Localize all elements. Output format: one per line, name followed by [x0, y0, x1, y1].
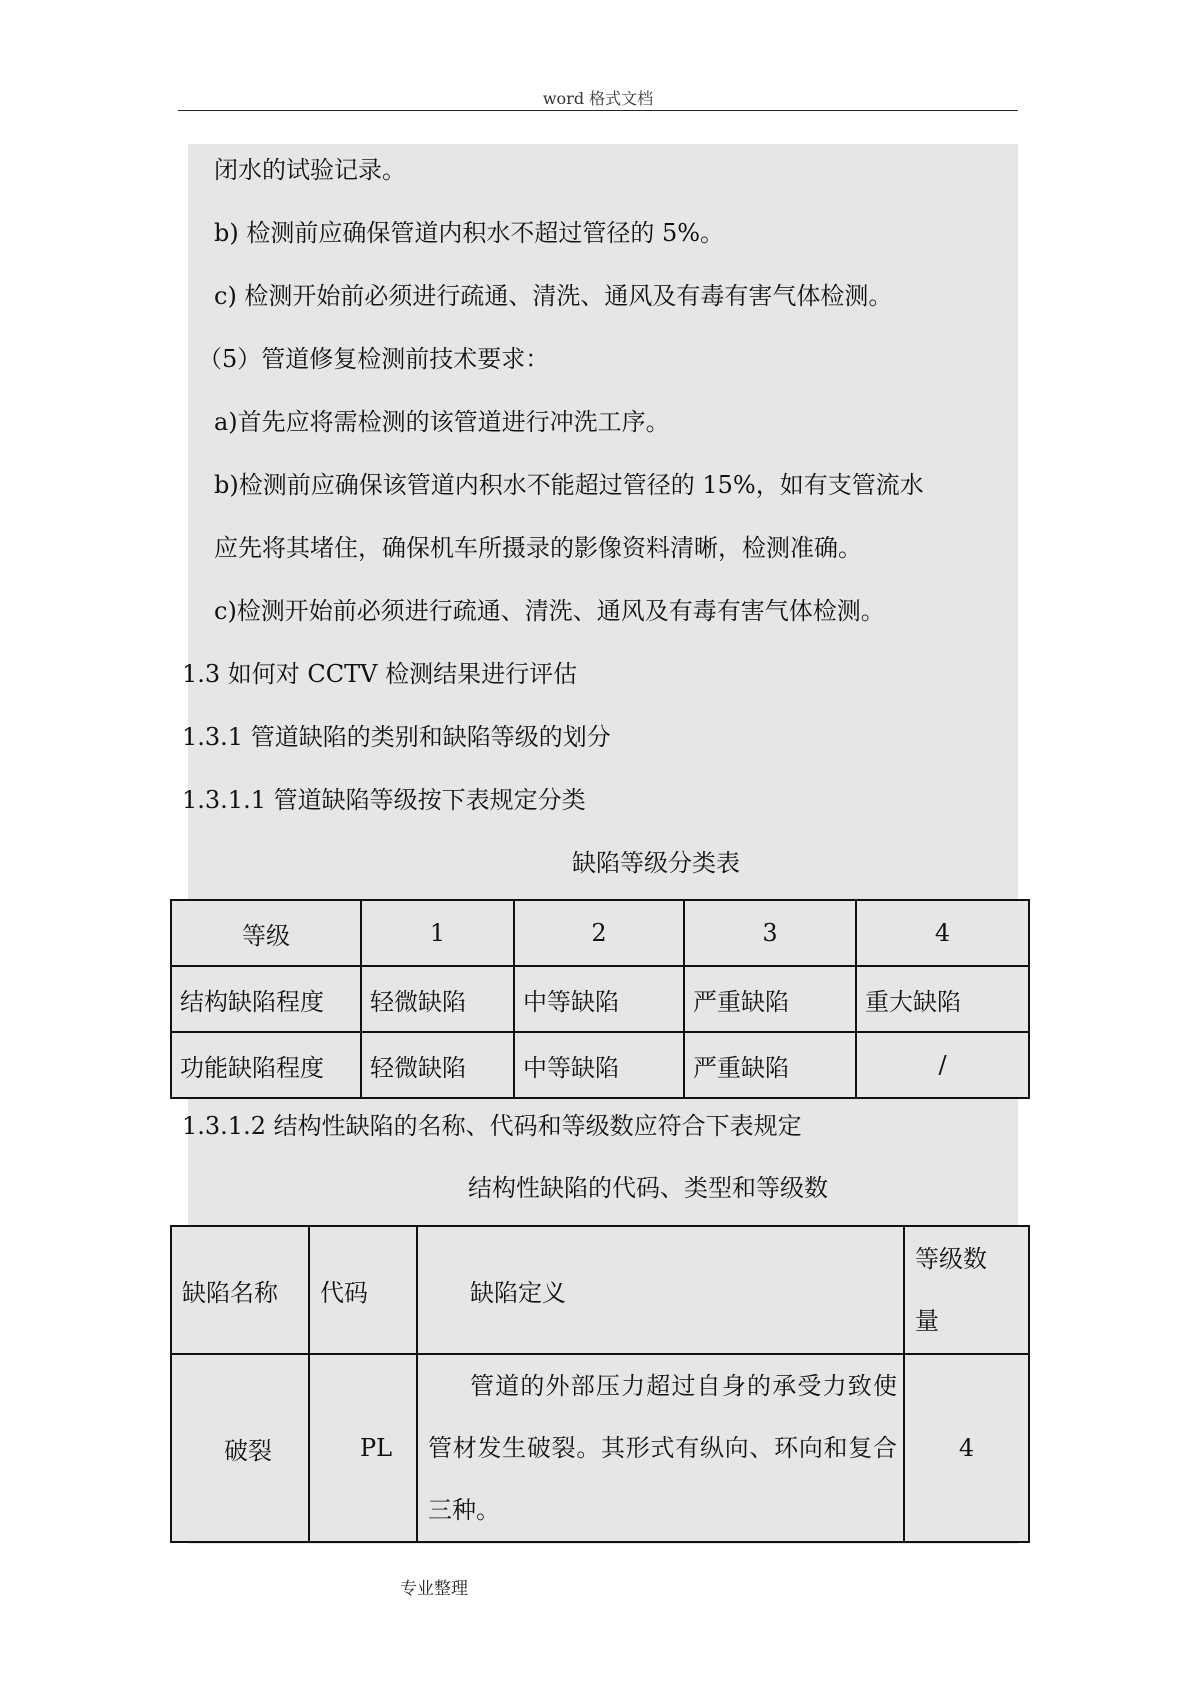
table-cell: PL: [309, 1354, 417, 1542]
table-cell: 等级: [171, 900, 361, 966]
section-heading: 1.3.1.2 结构性缺陷的名称、代码和等级数应符合下表规定: [182, 1112, 802, 1140]
table-cell: 轻微缺陷: [361, 1032, 514, 1098]
table-row: [171, 1354, 1029, 1542]
defect-definition: 管道的外部压力超过自身的承受力致使管材发生破裂。其形式有纵向、环向和复合三种。: [428, 1372, 897, 1524]
table-row: [171, 966, 1029, 1032]
table-cell: 缺陷名称: [171, 1226, 309, 1354]
table-cell: 重大缺陷: [856, 966, 1029, 1032]
body-line: b) 检测前应确保管道内积水不超过管径的 5%。: [214, 219, 725, 247]
table-header-row: [171, 1226, 1029, 1354]
table-cell: 中等缺陷: [514, 966, 684, 1032]
grade-table-caption: 缺陷等级分类表: [572, 849, 740, 877]
table-cell: 结构缺陷程度: [171, 966, 361, 1032]
header-rule: [178, 110, 1018, 111]
page-footer: 专业整理: [400, 1579, 468, 1599]
table-cell: 功能缺陷程度: [171, 1032, 361, 1098]
body-line: c)检测开始前必须进行疏通、清洗、通风及有毒有害气体检测。: [214, 597, 885, 625]
section-heading: 1.3.1.1 管道缺陷等级按下表规定分类: [182, 786, 586, 814]
body-line: （5）管道修复检测前技术要求：: [198, 345, 550, 373]
table-cell: 轻微缺陷: [361, 966, 514, 1032]
table-cell: 严重缺陷: [684, 966, 856, 1032]
table-cell: 2: [514, 900, 684, 966]
table-cell: 代码: [309, 1226, 417, 1354]
table-header-row: [171, 900, 1029, 966]
table-row: [171, 1032, 1029, 1098]
section-heading: 1.3 如何对 CCTV 检测结果进行评估: [182, 660, 578, 688]
section-heading: 1.3.1 管道缺陷的类别和缺陷等级的划分: [182, 723, 611, 751]
grade-table: [170, 899, 1030, 1099]
table-cell: 严重缺陷: [684, 1032, 856, 1098]
body-line: a)首先应将需检测的该管道进行冲洗工序。: [214, 408, 670, 436]
table-cell: 1: [361, 900, 514, 966]
table-cell: 4: [856, 900, 1029, 966]
table-cell: [417, 1354, 904, 1542]
table-cell: 4: [904, 1354, 1029, 1542]
table-cell: 等级数量: [904, 1226, 1029, 1354]
table-cell: 中等缺陷: [514, 1032, 684, 1098]
page-header: word 格式文档: [542, 89, 654, 108]
body-line: 闭水的试验记录。: [214, 156, 406, 184]
table-cell: /: [856, 1032, 1029, 1098]
defect-table: [170, 1225, 1030, 1543]
table-cell: 3: [684, 900, 856, 966]
body-line: c) 检测开始前必须进行疏通、清洗、通风及有毒有害气体检测。: [214, 282, 893, 310]
table-cell: 破裂: [171, 1354, 309, 1542]
body-line: b)检测前应确保该管道内积水不能超过管径的 15%，如有支管流水: [214, 471, 924, 499]
table-cell: 缺陷定义: [417, 1226, 904, 1354]
body-line: 应先将其堵住，确保机车所摄录的影像资料清晰，检测准确。: [214, 534, 862, 562]
defect-table-caption: 结构性缺陷的代码、类型和等级数: [468, 1174, 828, 1202]
